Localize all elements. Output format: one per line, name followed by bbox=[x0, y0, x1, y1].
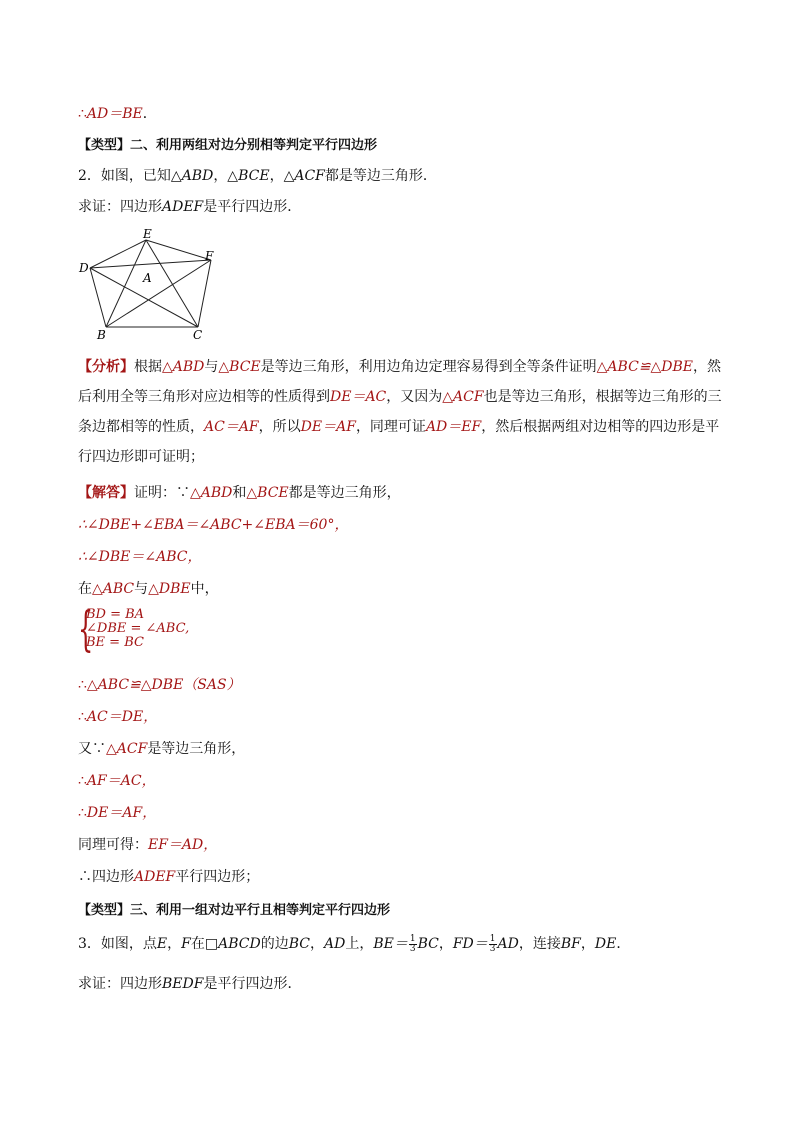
text: 又∵ bbox=[78, 741, 106, 757]
text: ． bbox=[616, 936, 631, 952]
text: ， bbox=[143, 709, 158, 725]
math: F bbox=[181, 936, 191, 952]
math: AD＝EF bbox=[425, 419, 482, 435]
label-B: B bbox=[97, 328, 106, 342]
therefore-symbol: ∴ bbox=[78, 677, 87, 693]
math: △ABD bbox=[162, 359, 205, 375]
math: DE＝AC bbox=[330, 389, 387, 405]
edge-EC bbox=[146, 240, 198, 327]
solution-line-5 bbox=[78, 675, 241, 695]
label-D: D bbox=[79, 261, 89, 275]
section-heading-3 bbox=[78, 900, 390, 921]
text: 3．如图，点 bbox=[78, 936, 157, 952]
text: 证明：∵ bbox=[134, 485, 190, 501]
problem-2-statement bbox=[78, 166, 437, 186]
text: ，连接 bbox=[518, 936, 561, 952]
text: ，△ bbox=[269, 168, 295, 184]
text: 求证：四边形 bbox=[78, 199, 162, 215]
solution-line-6 bbox=[78, 707, 157, 727]
text: ， bbox=[141, 773, 156, 789]
numerator: 1 bbox=[489, 933, 496, 944]
solution-line-10 bbox=[78, 835, 217, 855]
text: 是平行四边形． bbox=[203, 199, 302, 215]
type-bracket: 【类型】 bbox=[78, 903, 131, 918]
text: 求证：四边形 bbox=[78, 976, 162, 992]
text: ， bbox=[203, 837, 218, 853]
math: △BCE bbox=[218, 359, 261, 375]
math: BCE bbox=[238, 168, 270, 184]
problem-3-statement bbox=[78, 934, 630, 954]
therefore-symbol: ∴ bbox=[78, 805, 87, 821]
label-F: F bbox=[205, 249, 214, 263]
label-C: C bbox=[193, 328, 203, 342]
math: ACF bbox=[294, 168, 325, 184]
left-brace: { bbox=[78, 601, 94, 657]
math: △BCE bbox=[246, 485, 289, 501]
math: △ACF bbox=[106, 741, 148, 757]
text: 是等边三角形，利用边角边定理容易得到全等条件证明 bbox=[260, 359, 597, 375]
edge-FC bbox=[198, 260, 211, 327]
text: 2．如图，已知△ bbox=[78, 168, 182, 184]
math: BE＝ bbox=[373, 936, 408, 952]
math: BC bbox=[288, 936, 310, 952]
system-row: BD = BA bbox=[86, 607, 145, 622]
math: （SAS） bbox=[183, 677, 241, 693]
text: ， bbox=[167, 936, 182, 952]
denominator: 3 bbox=[489, 943, 496, 954]
section-title: 三、利用一组对边平行且相等判定平行四边形 bbox=[130, 903, 391, 918]
solution-line-8 bbox=[78, 771, 156, 791]
solution-line-9 bbox=[78, 803, 156, 823]
math: ABCD bbox=[218, 936, 261, 952]
text: 与 bbox=[204, 359, 219, 375]
text: ∴四边形 bbox=[78, 869, 134, 885]
math: AD bbox=[497, 936, 519, 952]
solution-line-4 bbox=[78, 579, 219, 599]
denominator: 3 bbox=[409, 943, 416, 954]
text: ，所以 bbox=[258, 419, 301, 435]
math: △ABC≌△DBE bbox=[86, 677, 184, 693]
period: ． bbox=[142, 106, 157, 122]
edge-BD bbox=[90, 268, 106, 327]
math: E bbox=[156, 936, 168, 952]
fraction-one-third bbox=[409, 935, 417, 954]
solution-line-3: ∴∠DBE＝∠ABC， bbox=[78, 549, 202, 565]
solution-bracket: 【解答】 bbox=[78, 485, 134, 501]
conclusion-line bbox=[78, 104, 157, 124]
solution-line-1 bbox=[78, 483, 401, 503]
math: △ACF bbox=[442, 389, 484, 405]
text: ， bbox=[309, 936, 324, 952]
text: 都是等边三角形， bbox=[288, 485, 401, 501]
math: DE＝AF bbox=[300, 419, 356, 435]
system-rows bbox=[86, 608, 189, 650]
math: BEDF bbox=[162, 976, 204, 992]
section-heading-2 bbox=[78, 135, 377, 156]
edge-DF bbox=[90, 260, 211, 268]
text: ，同理可证 bbox=[355, 419, 426, 435]
text: 也是等边三角形，根据等边三角形的三条边都相等的性质， bbox=[78, 389, 722, 435]
numerator: 1 bbox=[409, 933, 416, 944]
math: AD bbox=[323, 936, 346, 952]
problem-3-prove bbox=[78, 974, 301, 994]
text: 和 bbox=[232, 485, 247, 501]
text: 都是等边三角形． bbox=[324, 168, 437, 184]
text: 同理可得： bbox=[78, 837, 148, 853]
text: ， bbox=[580, 936, 595, 952]
text: 是平行四边形． bbox=[203, 976, 302, 992]
math: BF bbox=[560, 936, 581, 952]
analysis-bracket: 【分析】 bbox=[78, 359, 134, 375]
conclusion-expr: AD＝BE bbox=[86, 106, 143, 122]
math: △ABD bbox=[190, 485, 233, 501]
text: ，△ bbox=[213, 168, 239, 184]
text: 在□ bbox=[190, 936, 219, 952]
math: △ABC≌△DBE bbox=[596, 359, 694, 375]
math: EF＝AD bbox=[148, 837, 204, 853]
math: DE＝AF bbox=[86, 805, 143, 821]
analysis-paragraph bbox=[78, 352, 728, 472]
label-E: E bbox=[143, 227, 152, 241]
math: AC＝AF bbox=[204, 419, 259, 435]
math: AC＝DE bbox=[86, 709, 144, 725]
text: ， bbox=[438, 936, 453, 952]
label-A: A bbox=[143, 271, 152, 285]
solution-line-7 bbox=[78, 739, 245, 759]
math: DE bbox=[594, 936, 617, 952]
text: ，然后根据两组对边相等的四边形是平行四边形即可证明； bbox=[78, 419, 720, 465]
math: ADEF bbox=[162, 199, 204, 215]
fraction-one-third bbox=[489, 935, 497, 954]
type-bracket: 【类型】 bbox=[78, 138, 131, 153]
text: 在 bbox=[78, 581, 92, 597]
therefore-symbol: ∴ bbox=[78, 773, 87, 789]
section-title: 二、利用两组对边分别相等判定平行四边形 bbox=[130, 138, 378, 153]
math: FD＝ bbox=[452, 936, 488, 952]
solution-line-2: ∴∠DBE+∠EBA＝∠ABC+∠EBA＝60°， bbox=[78, 517, 349, 533]
text: 根据 bbox=[134, 359, 162, 375]
text: 平行四边形； bbox=[175, 869, 260, 885]
math: AF＝AC bbox=[86, 773, 142, 789]
math: BC bbox=[417, 936, 439, 952]
text: 中， bbox=[190, 581, 219, 597]
text: 的边 bbox=[260, 936, 289, 952]
math: △DBE bbox=[148, 581, 191, 597]
text: 与 bbox=[134, 581, 149, 597]
text: ， bbox=[142, 805, 157, 821]
text: ，然后利用全等三角形对应边相等的性质得到 bbox=[78, 359, 722, 405]
text: 是等边三角形， bbox=[147, 741, 246, 757]
text: 上， bbox=[345, 936, 374, 952]
solution-line-11 bbox=[78, 867, 259, 887]
system-row: BE = BC bbox=[86, 635, 144, 650]
system-row: ∠DBE = ∠ABC, bbox=[86, 621, 190, 636]
problem-2-prove bbox=[78, 197, 301, 217]
therefore-symbol: ∴ bbox=[78, 709, 87, 725]
math: ABD bbox=[181, 168, 214, 184]
edge-DE bbox=[90, 240, 146, 268]
pentagon-figure bbox=[76, 226, 226, 346]
text: ，又因为 bbox=[386, 389, 443, 405]
math: △ABC bbox=[92, 581, 135, 597]
math: ADEF bbox=[134, 869, 176, 885]
therefore-symbol: ∴ bbox=[78, 106, 87, 122]
